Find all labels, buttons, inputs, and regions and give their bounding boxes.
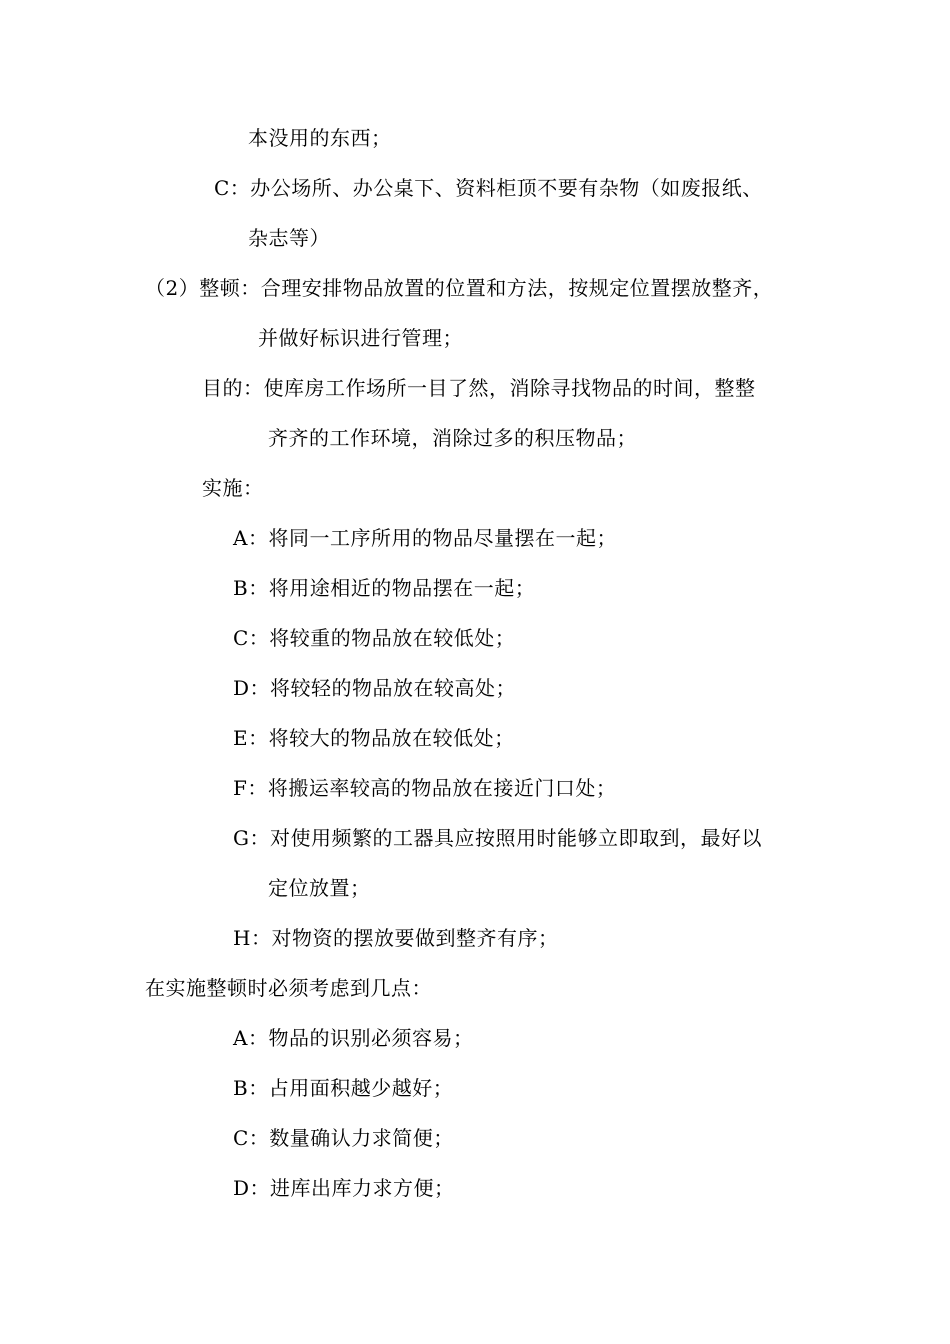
- text-line-item-f: F：将搬运率较高的物品放在接近门口处；: [233, 776, 617, 800]
- text-line-considerations-heading: 在实施整顿时必须考虑到几点：: [145, 976, 432, 1000]
- text-line-item-c2: C：将较重的物品放在较低处；: [233, 626, 516, 650]
- text-line-purpose-continuation: 齐齐的工作环境，消除过多的积压物品；: [268, 426, 637, 450]
- text-line-item-a: A：将同一工序所用的物品尽量摆在一起；: [233, 526, 617, 550]
- text-line-item-g-continuation: 定位放置；: [268, 876, 371, 900]
- text-line-consideration-b: B：占用面积越少越好；: [233, 1076, 454, 1100]
- text-line-consideration-c: C：数量确认力求简便；: [233, 1126, 454, 1150]
- text-line-consideration-a: A：物品的识别必须容易；: [233, 1026, 474, 1050]
- text-line-item-g: G：对使用频繁的工器具应按照用时能够立即取到，最好以: [233, 826, 762, 850]
- text-line-section-2-heading: （2）整顿：合理安排物品放置的位置和方法，按规定位置摆放整齐，: [145, 276, 774, 300]
- text-line-section-2-continuation: 并做好标识进行管理；: [258, 326, 463, 350]
- text-line-item-e: E：将较大的物品放在较低处；: [233, 726, 515, 750]
- text-line-item-c-continuation: 杂志等）: [248, 226, 330, 250]
- text-line-consideration-d: D：进库出库力求方便；: [233, 1176, 455, 1200]
- text-line-implementation-heading: 实施：: [202, 476, 264, 500]
- text-line-item-c: C：办公场所、办公桌下、资料柜顶不要有杂物（如废报纸、: [214, 176, 763, 200]
- text-line-purpose: 目的：使库房工作场所一目了然，消除寻找物品的时间，整整: [202, 376, 756, 400]
- text-line-item-b: B：将用途相近的物品摆在一起；: [233, 576, 536, 600]
- text-line-continuation: 本没用的东西；: [248, 126, 392, 150]
- text-line-item-d: D：将较轻的物品放在较高处；: [233, 676, 517, 700]
- text-line-item-h: H：对物资的摆放要做到整齐有序；: [233, 926, 559, 950]
